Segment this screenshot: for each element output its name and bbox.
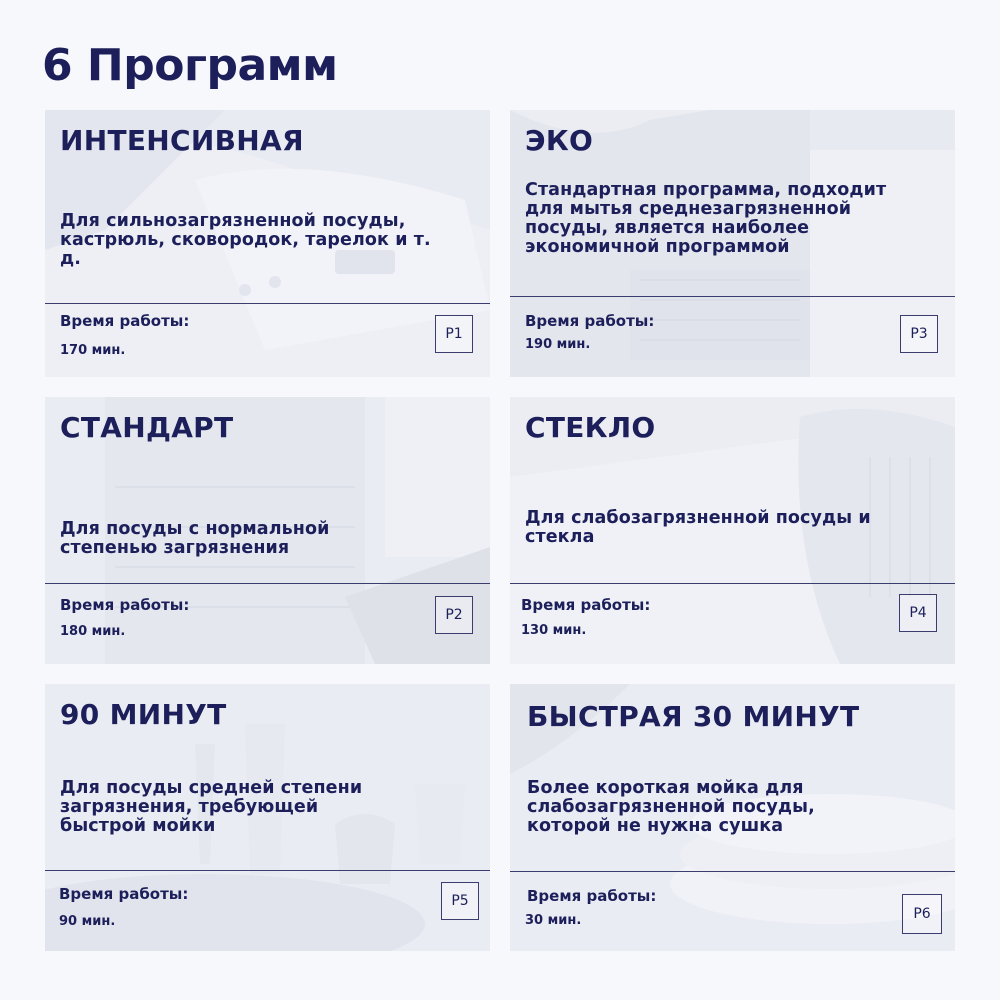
divider: [510, 871, 955, 872]
time-value: 130 мин.: [521, 623, 587, 638]
program-title: 90 МИНУТ: [60, 698, 227, 731]
program-description: Для посуды средней степени загрязнения, требующей быстрой мойки: [60, 778, 363, 836]
program-description: Для слабозагрязненной посуды и стекла: [525, 508, 871, 547]
program-code-badge: P1: [435, 315, 473, 353]
divider: [45, 303, 490, 304]
program-code-badge: P6: [902, 894, 942, 934]
page-title: 6 Программ: [42, 40, 338, 91]
time-label: Время работы:: [521, 596, 651, 614]
program-card-quick-30-minutes: [510, 684, 955, 951]
divider: [45, 583, 490, 584]
time-value: 90 мин.: [59, 914, 116, 929]
program-title: ИНТЕНСИВНАЯ: [60, 124, 304, 157]
program-description: Для сильнозагрязненной посуды, кастрюль, сковородок, тарелок и т. д.: [60, 211, 431, 269]
program-description: Более короткая мойка для слабозагрязненной посуды, которой не нужна сушка: [527, 778, 815, 836]
time-label: Время работы:: [60, 596, 190, 614]
time-value: 170 мин.: [60, 343, 126, 358]
time-label: Время работы:: [60, 312, 190, 330]
program-card-eco: [510, 110, 955, 377]
program-card-90-minutes: [45, 684, 490, 951]
program-card-standard: [45, 397, 490, 664]
divider: [45, 870, 490, 871]
program-card-intensive: [45, 110, 490, 377]
program-card-glass: [510, 397, 955, 664]
program-title: ЭКО: [525, 124, 594, 157]
time-label: Время работы:: [59, 885, 189, 903]
divider: [510, 296, 955, 297]
program-title: БЫСТРАЯ 30 МИНУТ: [527, 700, 860, 733]
time-value: 180 мин.: [60, 624, 126, 639]
program-code-badge: P3: [900, 315, 938, 353]
time-label: Время работы:: [527, 887, 657, 905]
time-value: 190 мин.: [525, 337, 591, 352]
program-code-badge: P2: [435, 596, 473, 634]
program-title: СТАНДАРТ: [60, 411, 234, 444]
divider: [510, 583, 955, 584]
program-code-badge: P5: [441, 882, 479, 920]
time-label: Время работы:: [525, 312, 655, 330]
time-value: 30 мин.: [525, 913, 582, 928]
program-description: Для посуды с нормальной степенью загрязнения: [60, 519, 330, 558]
program-title: СТЕКЛО: [525, 411, 656, 444]
program-code-badge: P4: [899, 594, 937, 632]
program-description: Стандартная программа, подходит для мытья среднезагрязненной посуды, является наиболее экономичной программой: [525, 180, 887, 257]
